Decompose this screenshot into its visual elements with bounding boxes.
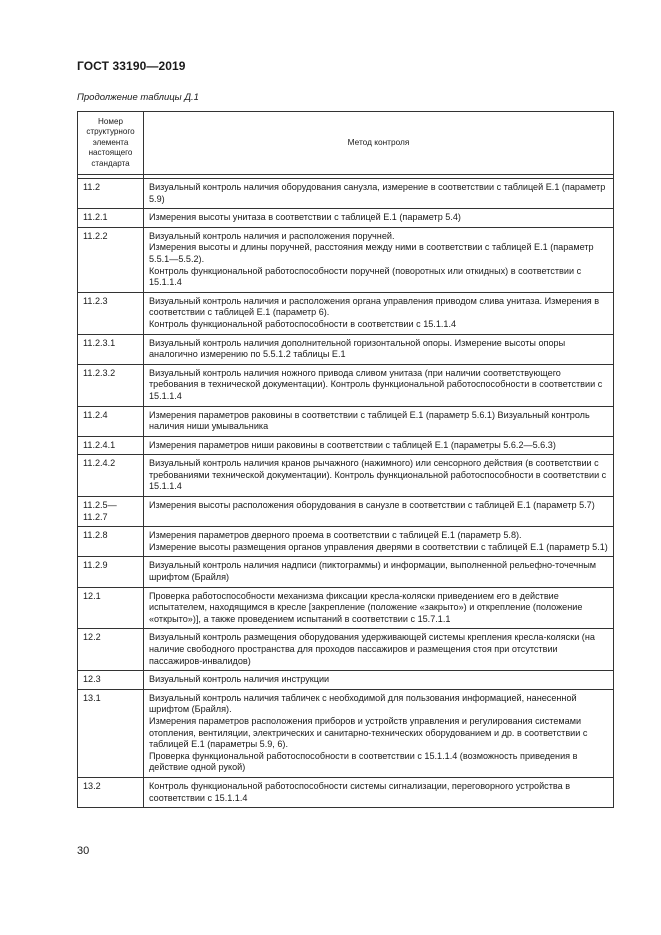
structural-element-number: 12.3 — [78, 671, 144, 690]
control-method-cell — [144, 689, 614, 777]
page-number: 30 — [77, 845, 90, 857]
control-method-cell — [144, 179, 614, 209]
control-method-cell — [144, 364, 614, 406]
table-row — [78, 364, 614, 406]
control-method-cell — [144, 455, 614, 497]
table-row — [78, 497, 614, 527]
control-method-text: Визуальный контроль наличия ножного привода сливом унитаза (при наличии соответствующего требования в технической документации). Контроль функциональной работоспособности в соответствии с 15.1.1.4 — [149, 367, 603, 401]
structural-element-number: 11.2.4 — [78, 406, 144, 436]
structural-element-number: 11.2.4.1 — [78, 436, 144, 455]
structural-element-number: 11.2.8 — [78, 527, 144, 557]
table-row — [78, 179, 614, 209]
control-method-cell — [144, 209, 614, 228]
structural-element-number: 11.2.1 — [78, 209, 144, 228]
control-method-text: Визуальный контроль наличия надписи (пиктограммы) и информации, выполненной рельефно-точечным шрифтом (Брайля) — [149, 560, 597, 583]
structural-element-number: 11.2 — [78, 179, 144, 209]
control-method-text: Контроль функциональной работоспособности поручней (поворотных или откидных) в соответствии с 15.1.1.4 — [149, 265, 582, 288]
control-method-cell — [144, 671, 614, 690]
table-row — [78, 557, 614, 587]
structural-element-number: 12.2 — [78, 629, 144, 671]
structural-element-number: 12.1 — [78, 587, 144, 629]
structural-element-number: 11.2.3.2 — [78, 364, 144, 406]
control-method-text: Визуальный контроль наличия инструкции — [149, 674, 330, 685]
structural-element-number: 11.2.9 — [78, 557, 144, 587]
control-method-cell — [144, 334, 614, 364]
control-method-text: Измерения параметров ниши раковины в соответствии с таблицей Е.1 (параметры 5.6.2—5.6.3) — [149, 439, 556, 450]
structural-element-number: 11.2.2 — [78, 227, 144, 292]
control-method-cell — [144, 436, 614, 455]
table-row — [78, 455, 614, 497]
table-row — [78, 629, 614, 671]
control-method-text: Визуальный контроль наличия кранов рычажного (нажимного) или сенсорного действия (в соответствии с требованиями технической документации). Контроль функциональной работоспособности в соответствии с 15.1.1.4 — [149, 458, 607, 492]
table-row — [78, 587, 614, 629]
control-method-text: Измерения параметров раковины в соответствии с таблицей Е.1 (параметр 5.6.1) Визуальный контроль наличия ниши умывальника — [149, 409, 590, 432]
structural-element-number: 11.2.4.2 — [78, 455, 144, 497]
structural-element-number: 11.2.5—11.2.7 — [78, 497, 144, 527]
table-row — [78, 292, 614, 334]
control-method-text: Измерения параметров дверного проема в соответствии с таблицей Е.1 (параметр 5.8). — [149, 530, 522, 541]
control-method-cell — [144, 557, 614, 587]
control-method-text: Визуальный контроль наличия и расположения поручней. — [149, 230, 395, 241]
table-header-row — [78, 112, 614, 175]
control-method-text: Проверка работоспособности механизма фиксации кресла-коляски приведением его в действие испытателем, находящимся в кресле [закрепление (положение «закрыто») и открепление (положение «открыто»)], а также проведением испытаний в соответствии с 15.7.1.1 — [149, 590, 583, 624]
table-row — [78, 527, 614, 557]
control-method-text: Визуальный контроль наличия дополнительной горизонтальной опоры. Измерение высоты опоры аналогично измерению по 5.5.1.2 таблицы Е.1 — [149, 337, 566, 360]
control-method-text: Контроль функциональной работоспособности в соответствии с 15.1.1.4 — [149, 318, 457, 329]
table-caption: Продолжение таблицы Д.1 — [77, 92, 199, 103]
column-header-number: Номер структурного элемента настоящего стандарта — [78, 112, 144, 175]
control-method-cell — [144, 227, 614, 292]
control-method-text: Измерения высоты и длины поручней, расстояния между ними в соответствии с таблицей Е.1 (параметр 5.5.1—5.5.2). — [149, 242, 594, 264]
column-header-method: Метод контроля — [144, 112, 614, 175]
control-method-text: Измерения параметров расположения приборов и устройств управления и регулирования системами отопления, вентиляции, электрических и санитарно-технических оборудованием и др. в соответствии с таблицей Е.1 (параметры 5.9, 6). — [149, 715, 588, 750]
control-method-cell — [144, 527, 614, 557]
control-method-text: Визуальный контроль размещения оборудования удерживающей системы крепления кресла-коляски (на наличие свободного пространства для проходов пассажиров и размещения стоя при отсутствии пассажиров-инвалидов) — [149, 632, 595, 666]
control-method-text: Проверка функциональной работоспособности в соответствии с 15.1.1.4 (возможность приведения в действие одной рукой) — [149, 750, 578, 773]
control-method-text: Контроль функциональной работоспособности системы сигнализации, переговорного устройства в соответствии с 15.1.1.4 — [149, 780, 571, 803]
table-row — [78, 406, 614, 436]
control-method-cell — [144, 292, 614, 334]
structural-element-number: 11.2.3 — [78, 292, 144, 334]
control-method-text: Визуальный контроль наличия и расположения органа управления приводом слива унитаза. Измерения в соответствии с таблицей Е.1 (параметр 6). — [149, 295, 600, 318]
control-method-cell — [144, 777, 614, 807]
document-standard-header: ГОСТ 33190—2019 — [77, 59, 186, 73]
control-method-cell — [144, 406, 614, 436]
control-method-cell — [144, 629, 614, 671]
table-row — [78, 671, 614, 690]
structural-element-number: 13.2 — [78, 777, 144, 807]
control-method-text: Измерения высоты расположения оборудования в санузле в соответствии с таблицей Е.1 (параметр 5.7) — [149, 500, 595, 511]
control-method-cell — [144, 587, 614, 629]
control-method-text: Измерение высоты размещения органов управления дверями в соответствии с таблицей Е.1 (параметр 5.1) — [149, 541, 608, 552]
table-row — [78, 436, 614, 455]
structural-element-number: 13.1 — [78, 689, 144, 777]
table-row — [78, 334, 614, 364]
control-method-text: Визуальный контроль наличия оборудования санузла, измерение в соответствии с таблицей Е.1 (параметр 5.9) — [149, 182, 606, 204]
control-methods-table — [77, 111, 614, 808]
table-row — [78, 209, 614, 228]
control-method-text: Измерения высоты унитаза в соответствии с таблицей Е.1 (параметр 5.4) — [149, 212, 461, 223]
table-body — [78, 179, 614, 808]
table-row — [78, 689, 614, 777]
control-method-text: Визуальный контроль наличия табличек с необходимой для пользования информацией, нанесенной шрифтом (Брайля). — [149, 692, 577, 715]
structural-element-number: 11.2.3.1 — [78, 334, 144, 364]
table-row — [78, 227, 614, 292]
table-row — [78, 777, 614, 807]
control-method-cell — [144, 497, 614, 527]
